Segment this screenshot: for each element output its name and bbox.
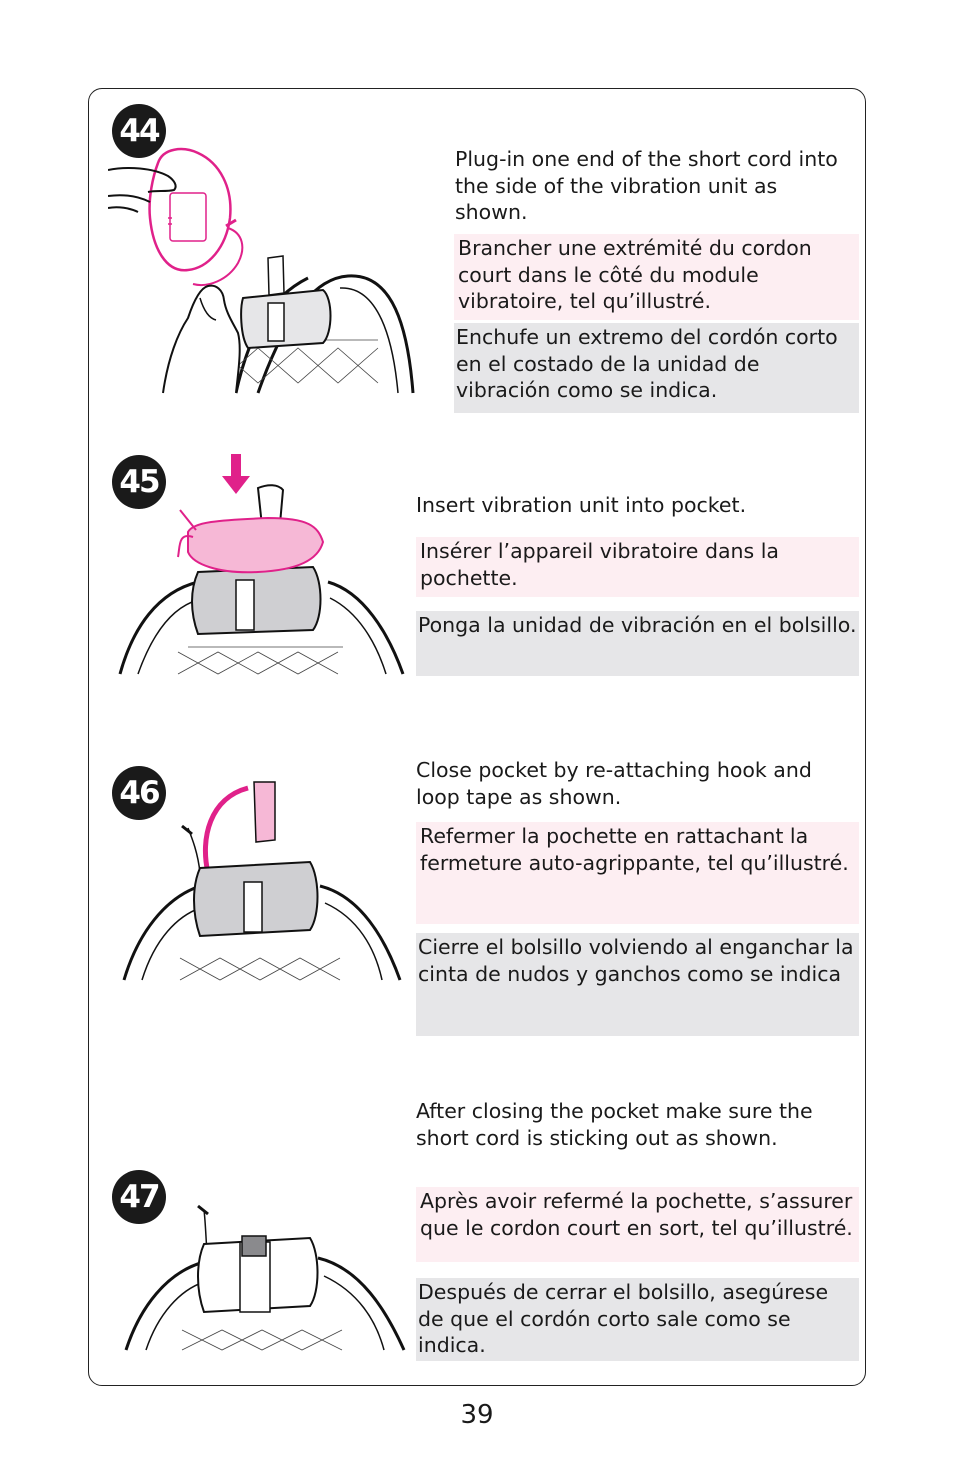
step-44-badge: 44 <box>112 104 166 158</box>
step-45-spanish: Ponga la unidad de vibración en el bolsillo. <box>416 611 859 676</box>
step-47-english: After closing the pocket make sure the short cord is sticking out as shown. <box>416 1099 813 1150</box>
step-44-french: Brancher une extrémité du cordon court dans le côté du module vibratoire, tel qu’illustré. <box>454 234 859 320</box>
page-number: 39 <box>460 1400 494 1430</box>
step-45-illustration <box>118 452 408 677</box>
step-44-spanish: Enchufe un extremo del cordón corto en el costado de la unidad de vibración como se indica. <box>454 323 859 413</box>
step-44-illustration <box>108 108 418 398</box>
step-46-badge: 46 <box>112 766 166 820</box>
step-44-english: Plug-in one end of the short cord into the side of the vibration unit as shown. <box>455 147 838 224</box>
step-46-spanish: Cierre el bolsillo volviendo al enganchar la cinta de nudos y ganchos como se indica <box>416 933 859 1036</box>
step-45-french: Insérer l’appareil vibratoire dans la pochette. <box>416 537 859 597</box>
step-46-illustration <box>120 778 410 983</box>
step-45-english: Insert vibration unit into pocket. <box>416 493 747 517</box>
step-45-badge: 45 <box>112 455 166 509</box>
step-47-spanish: Después de cerrar el bolsillo, asegúrese de que el cordón corto sale como se indica. <box>416 1278 859 1361</box>
step-46-english: Close pocket by re-attaching hook and loop tape as shown. <box>416 758 812 809</box>
step-47-badge: 47 <box>112 1170 166 1224</box>
step-47-french: Après avoir refermé la pochette, s’assurer que le cordon court en sort, tel qu’illustré. <box>416 1187 859 1262</box>
step-47-illustration <box>122 1192 412 1352</box>
step-46-french: Refermer la pochette en rattachant la fermeture auto-agrippante, tel qu’illustré. <box>416 822 859 924</box>
